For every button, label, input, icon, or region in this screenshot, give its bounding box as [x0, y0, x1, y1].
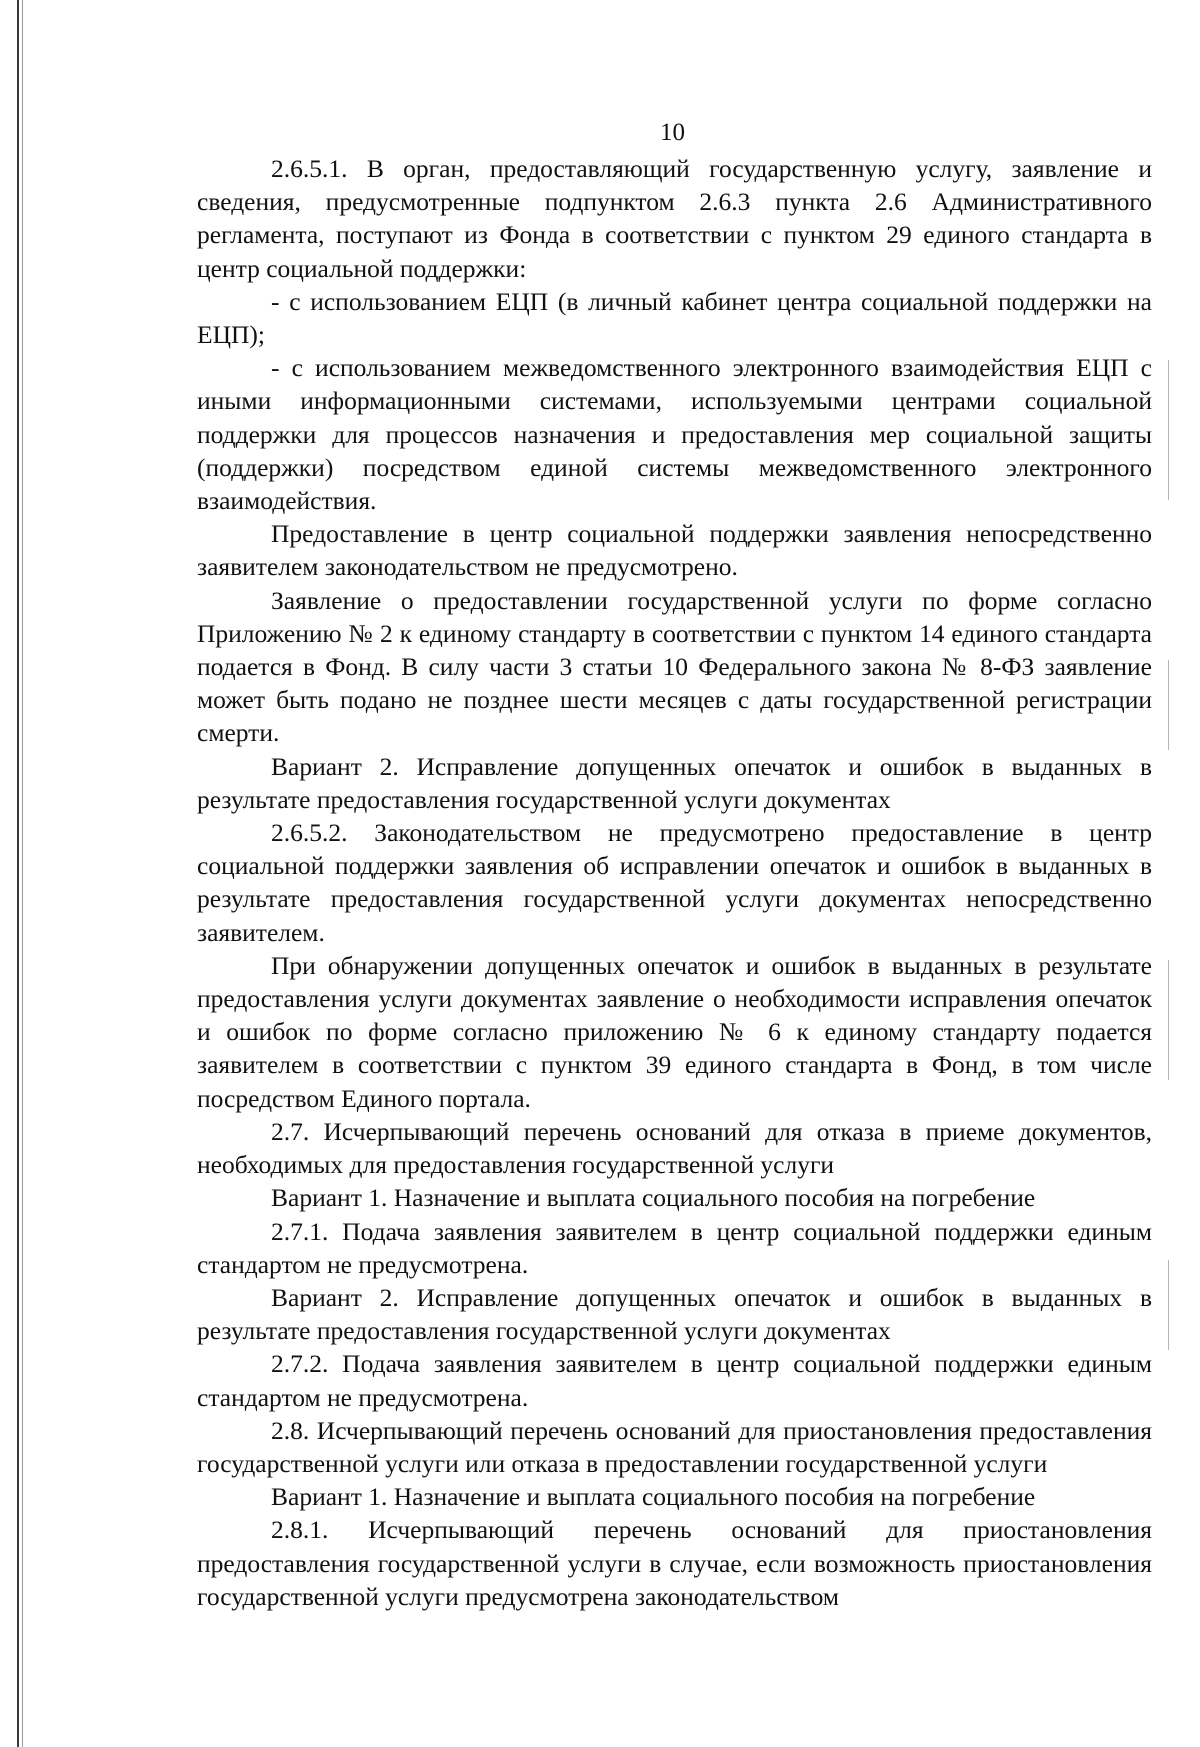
section-2-8-heading: 2.8. Исчерпывающий перечень оснований для приостановления предоставления государственной услуги или отказа в предоставлении государственной услуги — [197, 1415, 1152, 1478]
variant-2-heading: Вариант 2. Исправление допущенных опечаток и ошибок в выданных в результате предоставления государственной услуги документах — [197, 1282, 1152, 1346]
paragraph-application-form: Заявление о предоставлении государственной услуги по форме согласно Приложению № 2 к единому стандарту в соответствии с пунктом 14 единого стандарта подается в Фонд. В силу части 3 статьи 10 Федерального закона № 8-ФЗ заявление может быть подано не позднее шести месяцев с даты государственной регистрации смерти. — [197, 585, 1152, 748]
list-item-ecp: - с использованием ЕЦП (в личный кабинет центра социальной поддержки на ЕЦП); — [197, 286, 1152, 350]
variant-1-heading: Вариант 1. Назначение и выплата социального пособия на погребение — [271, 1482, 1036, 1512]
list-item-interagency: - с использованием межведомственного электронного взаимодействия ЕЦП с иными информационными системами, используемыми центрами социальной поддержки для процессов назначения и предоставления мер социальной защиты (поддержки) посредством единой системы межведомственного электронного взаимодействия. — [197, 353, 1152, 516]
scan-right-edge-mark — [1168, 360, 1169, 500]
paragraph-2-8-1: 2.8.1. Исчерпывающий перечень оснований для приостановления предоставления государственной услуги в случае, если возможность приостановления государственной услуги предусмотрена законодательством — [197, 1515, 1152, 1611]
section-2-7-heading: 2.7. Исчерпывающий перечень оснований для отказа в приеме документов, необходимых для предоставления государственной услуги — [197, 1116, 1152, 1180]
scan-right-edge-mark — [1168, 1260, 1169, 1350]
scan-left-edge-shadow — [22, 0, 23, 1747]
variant-1-heading: Вариант 1. Назначение и выплата социального пособия на погребение — [271, 1183, 1036, 1213]
scan-left-edge — [17, 0, 19, 1747]
paragraph-error-correction: При обнаружении допущенных опечаток и ошибок в выданных в результате предоставления услуги документах заявление о необходимости исправления опечаток и ошибок по форме согласно приложению № 6 к единому стандарту подается заявителем в соответствии с пунктом 39 единого стандарта в Фонд, в том числе посредством Единого портала. — [197, 950, 1152, 1113]
paragraph-2-6-5-2: 2.6.5.2. Законодательством не предусмотрено предоставление в центр социальной поддержки заявления об исправлении опечаток и ошибок в выданных в результате предоставления государственной услуги документах непосредственно заявителем. — [197, 818, 1152, 947]
paragraph-2-6-5-1: 2.6.5.1. В орган, предоставляющий государственную услугу, заявление и сведения, предусмотренные подпунктом 2.6.3 пункта 2.6 Административного регламента, поступают из Фонда в соответствии с пунктом 29 единого стандарта в центр социальной поддержки: — [197, 154, 1152, 283]
paragraph-2-7-2: 2.7.2. Подача заявления заявителем в центр социальной поддержки единым стандартом не предусмотрена. — [197, 1349, 1152, 1412]
scan-right-edge-mark — [1168, 960, 1169, 1080]
page-number: 10 — [660, 119, 685, 146]
variant-2-heading: Вариант 2. Исправление допущенных опечаток и ошибок в выданных в результате предоставления государственной услуги документах — [197, 751, 1152, 814]
paragraph-2-7-1: 2.7.1. Подача заявления заявителем в центр социальной поддержки единым стандартом не предусмотрена. — [197, 1216, 1152, 1279]
document-body — [197, 152, 1152, 1613]
scan-right-edge-mark — [1168, 660, 1169, 750]
paragraph-direct-submission: Предоставление в центр социальной поддержки заявления непосредственно заявителем законодательством не предусмотрено. — [197, 519, 1152, 582]
